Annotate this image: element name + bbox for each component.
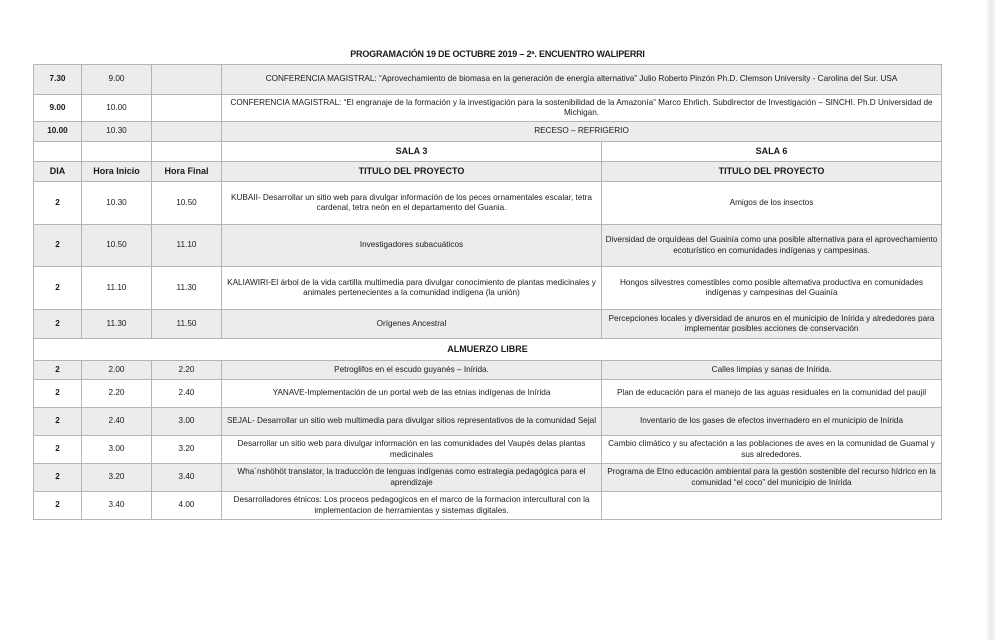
table-row — [34, 436, 942, 464]
cell-sala6: Diversidad de orquídeas del Guainía como una posible alternativa para el aprovechamiento ecoturístico en comunidades indígenas y campesinas. — [602, 225, 942, 267]
lunch-row — [34, 339, 942, 361]
cell-dia: 2 — [34, 361, 82, 380]
empty-cell — [152, 122, 222, 142]
cell-sala3: Petroglifos en el escudo guyanés – Inírida. — [222, 361, 602, 380]
cell-sala3: Investigadores subacuáticos — [222, 225, 602, 267]
cell-final: 11.50 — [152, 310, 222, 339]
room-header-row — [34, 142, 942, 162]
plenary-start: 7.30 — [34, 65, 82, 95]
table-row — [34, 492, 942, 520]
table-row — [34, 122, 942, 142]
cell-sala6: Cambio climático y su afectación a las poblaciones de aves en la comunidad de Guamal y sus alrededores. — [602, 436, 942, 464]
plenary-text: CONFERENCIA MAGISTRAL: “El engranaje de la formación y la investigación para la sostenibilidad de la Amazonía” Marco Ehrlich. Subdirector de Investigación – SINCHI. Ph.D Universidad de Michigan. — [222, 95, 942, 122]
cell-inicio: 11.10 — [82, 267, 152, 310]
cell-inicio: 3.00 — [82, 436, 152, 464]
cell-dia: 2 — [34, 182, 82, 225]
table-row — [34, 361, 942, 380]
cell-final: 11.30 — [152, 267, 222, 310]
plenary-end: 9.00 — [82, 65, 152, 95]
cell-sala3: Orígenes Ancestral — [222, 310, 602, 339]
cell-dia: 2 — [34, 492, 82, 520]
lunch-label: ALMUERZO LIBRE — [34, 339, 942, 361]
cell-dia: 2 — [34, 408, 82, 436]
empty-cell — [152, 95, 222, 122]
plenary-text: RECESO – REFRIGERIO — [222, 122, 942, 142]
header-dia: DIA — [34, 162, 82, 182]
document-title: PROGRAMACIÓN 19 DE OCTUBRE 2019 – 2ª. ENCUENTRO WALIPERRI — [350, 49, 645, 59]
cell-dia: 2 — [34, 380, 82, 408]
table-row — [34, 225, 942, 267]
cell-final: 2.40 — [152, 380, 222, 408]
empty-cell — [34, 142, 82, 162]
cell-dia: 2 — [34, 464, 82, 492]
table-row — [34, 310, 942, 339]
cell-dia: 2 — [34, 225, 82, 267]
cell-sala3: Wha´nshöhöt translator, la traducción de lenguas indígenas como estrategia pedagógica para el aprendizaje — [222, 464, 602, 492]
cell-final: 3.40 — [152, 464, 222, 492]
schedule-table — [33, 64, 942, 520]
page-edge-shadow — [985, 0, 995, 640]
cell-sala3: KALIAWIRI-El árbol de la vida cartilla multimedia para divulgar conocimiento de plantas medicinales y animales pertenecientes a la comunidad indígena (la unión) — [222, 267, 602, 310]
cell-final: 11.10 — [152, 225, 222, 267]
cell-sala6: Percepciones locales y diversidad de anuros en el municipio de Inírida y alrededores para implementar posibles acciones de conservación — [602, 310, 942, 339]
cell-inicio: 2.00 — [82, 361, 152, 380]
cell-sala3: Desarrollar un sitio web para divulgar información en las comunidades del Vaupés delas plantas medicinales — [222, 436, 602, 464]
cell-sala6: Programa de Etno educación ambiental para la gestión sostenible del recurso hídrico en la comunidad “el coco” del municipio de Inírida — [602, 464, 942, 492]
cell-sala3: Desarrolladores étnicos: Los proceos pedagogicos en el marco de la formacion intercultural con la implementacion de herramientas y sistemas digitales. — [222, 492, 602, 520]
cell-inicio: 10.30 — [82, 182, 152, 225]
cell-sala6: Inventario de los gases de efectos invernadero en el municipio de Inírida — [602, 408, 942, 436]
cell-inicio: 3.40 — [82, 492, 152, 520]
table-row — [34, 380, 942, 408]
cell-inicio: 2.20 — [82, 380, 152, 408]
table-row — [34, 182, 942, 225]
table-row — [34, 95, 942, 122]
cell-final: 10.50 — [152, 182, 222, 225]
room-sala3: SALA 3 — [222, 142, 602, 162]
column-header-row — [34, 162, 942, 182]
cell-inicio: 11.30 — [82, 310, 152, 339]
cell-sala6: Amigos de los insectos — [602, 182, 942, 225]
header-titulo-sala3: TITULO DEL PROYECTO — [222, 162, 602, 182]
plenary-start: 10.00 — [34, 122, 82, 142]
plenary-end: 10.00 — [82, 95, 152, 122]
table-row — [34, 65, 942, 95]
cell-dia: 2 — [34, 267, 82, 310]
cell-final: 3.20 — [152, 436, 222, 464]
empty-cell — [152, 142, 222, 162]
empty-cell — [82, 142, 152, 162]
cell-final: 3.00 — [152, 408, 222, 436]
cell-sala6 — [602, 492, 942, 520]
cell-sala3: KUBAII- Desarrollar un sitio web para divulgar información de los peces ornamentales escalar, tetra cardenal, tetra neón en el departamento del Guania. — [222, 182, 602, 225]
cell-inicio: 3.20 — [82, 464, 152, 492]
cell-sala3: YANAVE-Implementación de un portal web de las etnias indígenas de Inírida — [222, 380, 602, 408]
plenary-text: CONFERENCIA MAGISTRAL: “Aprovechamiento de biomasa en la generación de energía alternativa” Julio Roberto Pinzón Ph.D. Clemson University - Carolina del Sur. USA — [222, 65, 942, 95]
room-sala6: SALA 6 — [602, 142, 942, 162]
plenary-start: 9.00 — [34, 95, 82, 122]
cell-dia: 2 — [34, 310, 82, 339]
cell-sala6: Calles limpias y sanas de Inírida. — [602, 361, 942, 380]
plenary-end: 10.30 — [82, 122, 152, 142]
cell-final: 4.00 — [152, 492, 222, 520]
cell-inicio: 2.40 — [82, 408, 152, 436]
header-hora-final: Hora Final — [152, 162, 222, 182]
cell-final: 2.20 — [152, 361, 222, 380]
header-hora-inicio: Hora Inicio — [82, 162, 152, 182]
empty-cell — [152, 65, 222, 95]
cell-sala3: SEJAL- Desarrollar un sitio web multimedia para divulgar sitios representativos de la comunidad Sejal — [222, 408, 602, 436]
table-row — [34, 267, 942, 310]
header-titulo-sala6: TITULO DEL PROYECTO — [602, 162, 942, 182]
table-row — [34, 408, 942, 436]
cell-dia: 2 — [34, 436, 82, 464]
table-row — [34, 464, 942, 492]
cell-sala6: Plan de educación para el manejo de las aguas residuales en la comunidad del paujil — [602, 380, 942, 408]
cell-inicio: 10.50 — [82, 225, 152, 267]
cell-sala6: Hongos silvestres comestibles como posible alternativa productiva en comunidades indígenas y campesinas del Guainía — [602, 267, 942, 310]
